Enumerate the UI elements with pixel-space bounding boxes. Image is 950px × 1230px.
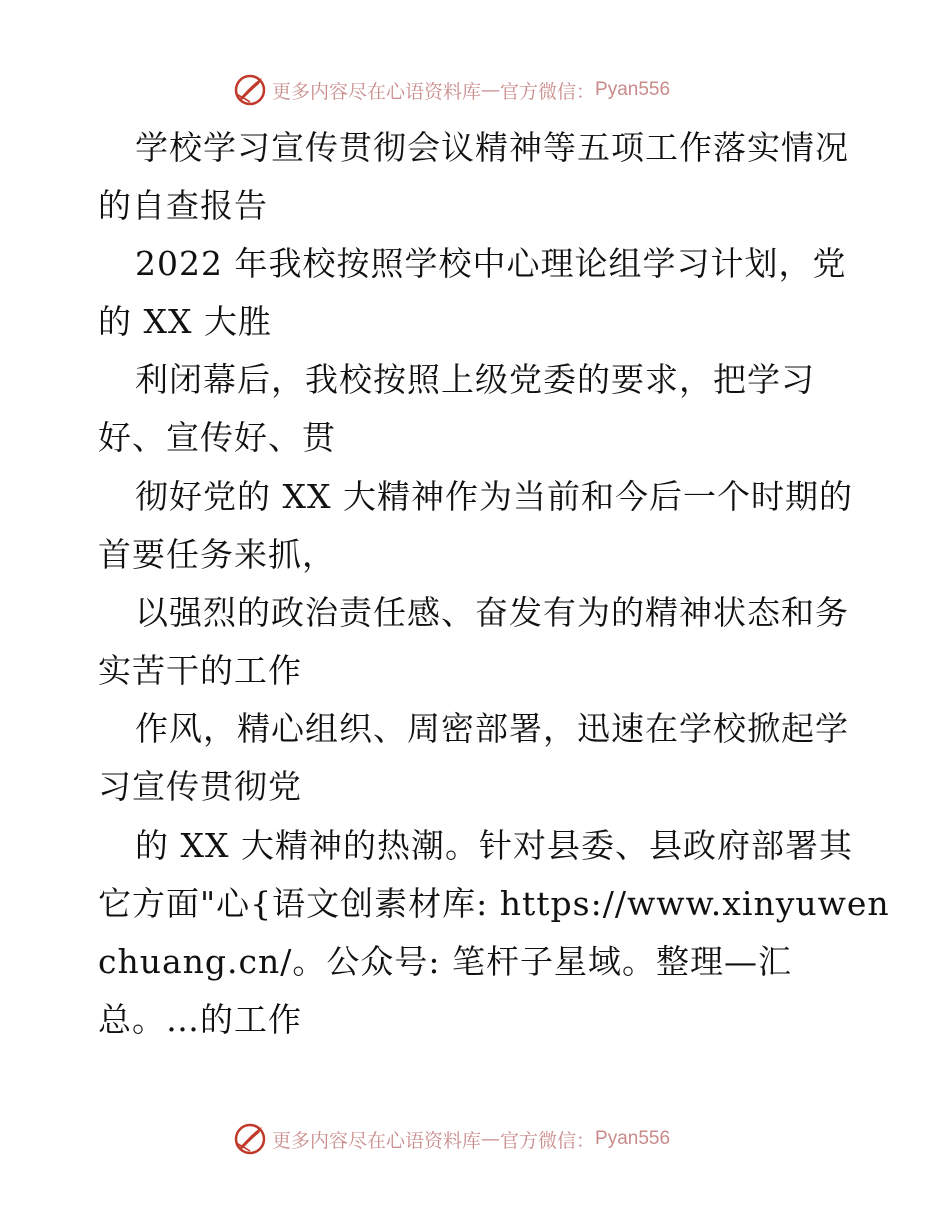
- banner-wechat-label: 官方微信：: [500, 1129, 596, 1152]
- doc-line: 的 XX 大胜: [98, 302, 272, 341]
- doc-line: chuang.cn/。公众号: 笔杆子星域。整理—汇: [98, 942, 792, 981]
- doc-line: 的自查报告: [98, 186, 268, 225]
- banner-wechat-id: Pyan556: [595, 1128, 671, 1149]
- doc-line: 作风，精心组织、周密部署，迅速在学校掀起学: [135, 709, 849, 748]
- doc-line: 总。…的工作: [98, 1000, 302, 1039]
- doc-line: 好、宣传好、贯: [98, 418, 336, 457]
- doc-line: 的 XX 大精神的热潮。针对县委、县政府部署其: [135, 826, 853, 865]
- doc-line: 利闭幕后，我校按照上级党委的要求，把学习: [135, 360, 815, 399]
- doc-line: 以强烈的政治责任感、奋发有为的精神状态和务: [135, 593, 849, 632]
- pen-logo-icon: [232, 1121, 268, 1157]
- doc-line: 实苦干的工作: [98, 651, 302, 690]
- footer-banner: [0, 1121, 950, 1157]
- doc-line: 它方面"心{语文创素材库: https://www.xinyuwen: [98, 884, 890, 923]
- banner-separator: —: [481, 1128, 501, 1150]
- banner-wechat-id: Pyan556: [595, 79, 671, 100]
- banner-separator: —: [481, 79, 501, 101]
- doc-line: 习宣传贯彻党: [98, 767, 302, 806]
- footer-banner-content: [232, 1121, 670, 1157]
- doc-line: 2022 年我校按照学校中心理论组学习计划，党: [135, 244, 847, 283]
- doc-line: 首要任务来抓，: [98, 535, 336, 574]
- doc-line: 彻好党的 XX 大精神作为当前和今后一个时期的: [135, 477, 853, 516]
- doc-line: 学校学习宣传贯彻会议精神等五项工作落实情况: [135, 128, 849, 167]
- banner-slogan: 更多内容尽在心语资料库: [272, 1129, 482, 1152]
- banner-slogan: 更多内容尽在心语资料库: [272, 80, 482, 103]
- banner-wechat-label: 官方微信：: [500, 80, 596, 103]
